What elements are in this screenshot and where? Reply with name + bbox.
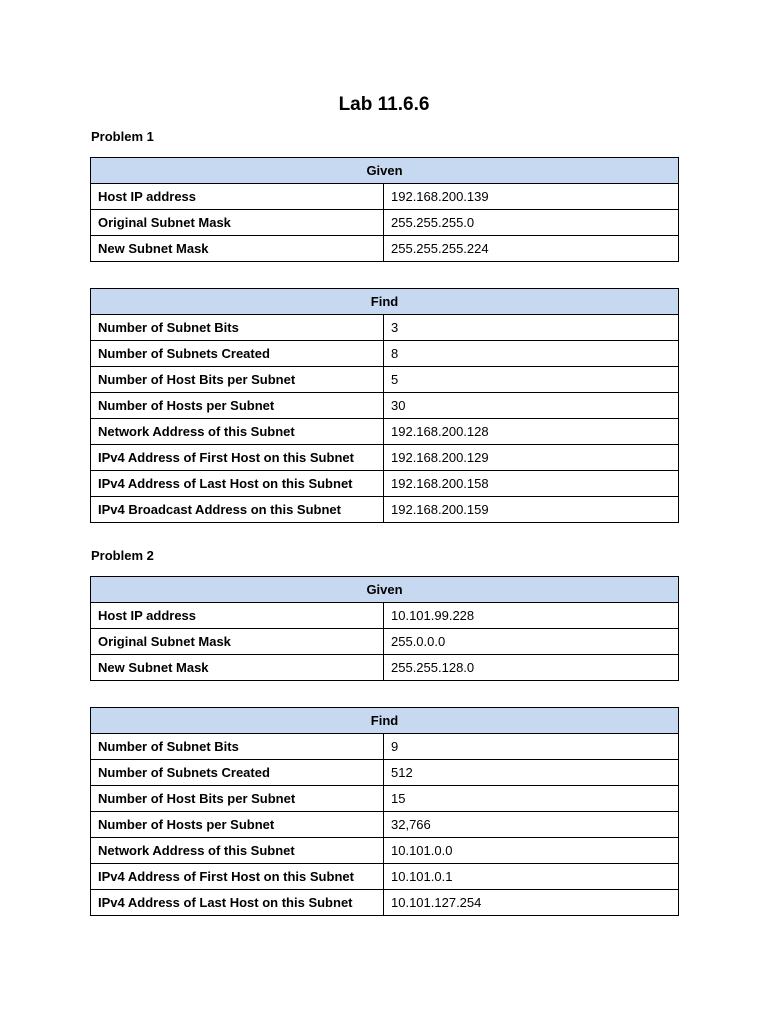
row-value: 10.101.0.1: [384, 864, 679, 890]
row-label: Number of Subnet Bits: [91, 315, 384, 341]
table-row: [91, 445, 679, 471]
row-value: 255.0.0.0: [384, 629, 679, 655]
row-label: Host IP address: [91, 184, 384, 210]
table-row: [91, 786, 679, 812]
find-header: Find: [91, 289, 679, 315]
row-value: 30: [384, 393, 679, 419]
row-label: New Subnet Mask: [91, 236, 384, 262]
row-label: IPv4 Address of First Host on this Subnet: [91, 445, 384, 471]
table-row: [91, 210, 679, 236]
row-value: 10.101.99.228: [384, 603, 679, 629]
problem-2-label: Problem 2: [91, 548, 154, 563]
row-label: Number of Subnet Bits: [91, 734, 384, 760]
table-row: [91, 419, 679, 445]
table-row: [91, 838, 679, 864]
problem-1-given-table: [90, 157, 679, 262]
problem-1-label: Problem 1: [91, 129, 154, 144]
problem-2-given-table: [90, 576, 679, 681]
table-row: [91, 864, 679, 890]
table-row: [91, 655, 679, 681]
table-row: [91, 236, 679, 262]
row-label: Host IP address: [91, 603, 384, 629]
table-row: [91, 393, 679, 419]
row-value: 10.101.127.254: [384, 890, 679, 916]
row-value: 192.168.200.128: [384, 419, 679, 445]
row-label: Network Address of this Subnet: [91, 838, 384, 864]
table-row: [91, 471, 679, 497]
table-row: [91, 629, 679, 655]
row-value: 512: [384, 760, 679, 786]
table-row: [91, 497, 679, 523]
problem-2-find-table: [90, 707, 679, 916]
row-label: IPv4 Address of First Host on this Subnet: [91, 864, 384, 890]
given-header: Given: [91, 577, 679, 603]
row-label: Number of Host Bits per Subnet: [91, 367, 384, 393]
table-header-row: [91, 577, 679, 603]
row-label: New Subnet Mask: [91, 655, 384, 681]
row-label: Number of Hosts per Subnet: [91, 393, 384, 419]
table-row: [91, 367, 679, 393]
row-label: Number of Host Bits per Subnet: [91, 786, 384, 812]
row-value: 15: [384, 786, 679, 812]
table-row: [91, 341, 679, 367]
row-label: Number of Subnets Created: [91, 760, 384, 786]
table-row: [91, 812, 679, 838]
row-value: 255.255.255.224: [384, 236, 679, 262]
table-row: [91, 734, 679, 760]
row-value: 5: [384, 367, 679, 393]
given-header: Given: [91, 158, 679, 184]
table-row: [91, 890, 679, 916]
row-label: Number of Hosts per Subnet: [91, 812, 384, 838]
row-label: IPv4 Address of Last Host on this Subnet: [91, 890, 384, 916]
row-value: 255.255.128.0: [384, 655, 679, 681]
row-value: 192.168.200.139: [384, 184, 679, 210]
row-value: 192.168.200.159: [384, 497, 679, 523]
row-value: 9: [384, 734, 679, 760]
row-value: 10.101.0.0: [384, 838, 679, 864]
page-title: Lab 11.6.6: [338, 94, 430, 115]
row-label: Original Subnet Mask: [91, 210, 384, 236]
table-header-row: [91, 158, 679, 184]
row-value: 32,766: [384, 812, 679, 838]
row-value: 192.168.200.158: [384, 471, 679, 497]
table-header-row: [91, 708, 679, 734]
row-label: Number of Subnets Created: [91, 341, 384, 367]
table-row: [91, 184, 679, 210]
row-value: 255.255.255.0: [384, 210, 679, 236]
table-header-row: [91, 289, 679, 315]
find-header: Find: [91, 708, 679, 734]
row-label: IPv4 Address of Last Host on this Subnet: [91, 471, 384, 497]
table-row: [91, 603, 679, 629]
table-row: [91, 760, 679, 786]
row-label: IPv4 Broadcast Address on this Subnet: [91, 497, 384, 523]
row-value: 8: [384, 341, 679, 367]
row-label: Original Subnet Mask: [91, 629, 384, 655]
table-row: [91, 315, 679, 341]
row-label: Network Address of this Subnet: [91, 419, 384, 445]
row-value: 192.168.200.129: [384, 445, 679, 471]
row-value: 3: [384, 315, 679, 341]
problem-1-find-table: [90, 288, 679, 523]
